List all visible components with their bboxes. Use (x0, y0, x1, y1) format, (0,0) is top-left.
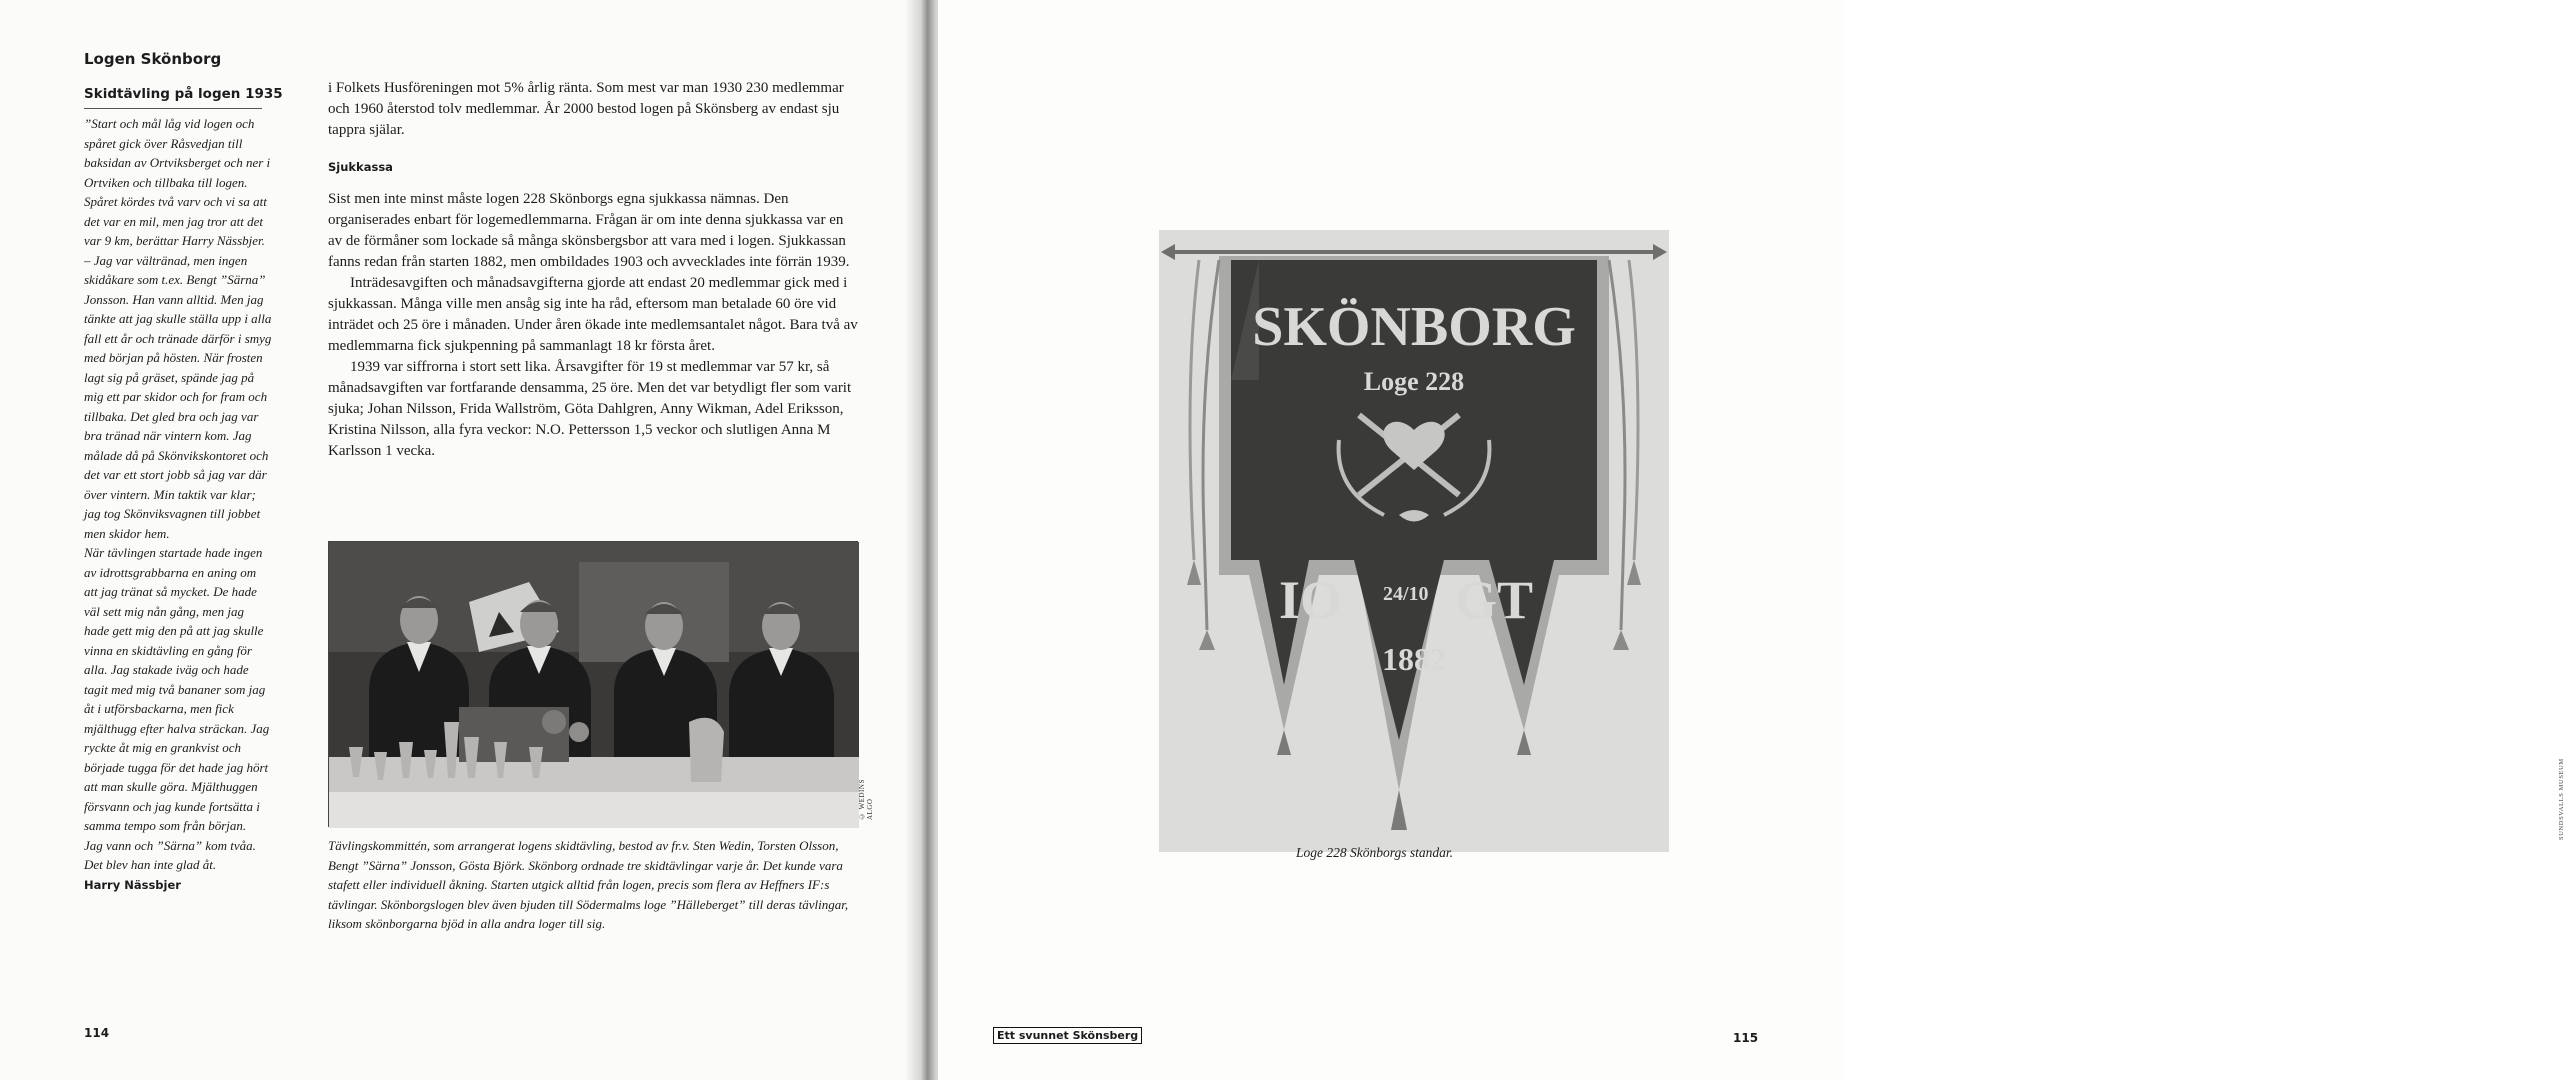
banner-loge-text: Loge 228 (1363, 367, 1465, 396)
banner-fraction-text: 24/10 (1383, 583, 1429, 605)
committee-photo (328, 541, 858, 827)
body-paragraph-2: Inträdesavgiften och månadsavgifterna gjorde att endast 20 medlemmar gick med i sjukkassan. Många ville men ansåg sig inte ha råd, eftersom man betalade 60 öre vid inträdet och 25 öre i månaden. Under åren ökade inte medlemsantalet något. Bara två av medlemmarna fick sjukpenning på sammanlagt 18 kr första året. (328, 275, 858, 354)
sidebar-paragraph-1: ”Start och mål låg vid logen och spåret gick över Råsvedjan till baksidan av Ortviksberget och ner i Ortviken och tillbaka till logen. Spåret kördes två varv och vi sa att det var en mil, men jag tror att det var 9 km, berättar Harry Nässbjer. (84, 116, 271, 248)
sidebar-rule (84, 108, 262, 109)
running-footer: Ett svunnet Skönsberg (993, 1027, 1142, 1044)
left-page (0, 0, 915, 1080)
banner-name-text: SKÖNBORG (1252, 296, 1576, 358)
section-title: Logen Skönborg (84, 50, 222, 68)
page-number-left: 114 (84, 1026, 110, 1040)
sidebar-paragraph-4: Jag vann och ”Särna” kom tvåa. Det blev han inte glad åt. (84, 837, 256, 872)
banner-year-text: 1882 (1382, 641, 1446, 677)
banner-image (1159, 230, 1669, 852)
body-paragraph-3: 1939 var siffrorna i stort sett lika. Årsavgifter för 19 st medlemmar var 57 kr, så månadsavgiften var fortfarande densamma, 25 öre. Men det var betydligt fler som varit sjuka; Johan Nilsson, Frida Wallström, Göta Dahlgren, Anny Wikman, Adel Eriksson, Kristina Nilsson, alla fyra veckor: N.O. Pettersson 1,5 veckor och slutligen Anna M Karlsson 1 vecka. (328, 359, 852, 459)
sidebar-paragraph-3: När tävlingen startade hade ingen av idrottsgrabbarna en aning om att jag tränat så mycket. De hade väl sett mig nån gång, men jag hade gett mig den på att jag skulle vinna en skidtävling en gång för alla. Jag stakade iväg och hade tagit med mig två bananer som jag åt i utförsbackarna, men fick mjälthugg efter halva sträckan. Jag ryckte åt mig en grankvist och började tugga för det hade jag hört att man skulle göra. Mjälthuggen försvann och jag kunde fortsätta i samma tempo som från början. (84, 545, 270, 833)
sidebar-heading: Skidtävling på logen 1935 (84, 86, 283, 102)
sidebar-signature: Harry Nässbjer (84, 877, 181, 892)
subheading-sjukkassa: Sjukkassa (328, 160, 393, 174)
body-text-top: i Folkets Husföreningen mot 5% årlig ränta. Som mest var man 1930 230 medlemmar och 1960 återstod tolv medlemmar. År 2000 bestod logen på Skönsberg av endast sju tappra själar. (328, 80, 844, 138)
body-text-main (328, 189, 858, 462)
banner-io-text: IO (1279, 570, 1343, 630)
page-number-right: 115 (1733, 1031, 1759, 1045)
photo-caption-left: Tävlingskommittén, som arrangerat logens skidtävling, bestod av fr.v. Sten Wedin, Torsten Olsson, Bengt ”Särna” Jonsson, Gösta Björk. Skönborg ordnade tre skidtävlingar varje år. Det kunde vara stafett eller individuell åkning. Starten utgick alltid från logen, precis som flera av Heffners IF:s tävlingar. Skönborgslogen blev även bjuden till Södermalms loge ”Hälleberget” till deras tävlingar, liksom skönborgarna bjöd in alla andra loger till sig. (328, 838, 849, 931)
sidebar-story (84, 114, 272, 895)
sidebar-paragraph-2: – Jag var vältränad, men ingen skidåkare som t.ex. Bengt ”Särna” Jonsson. Han vann alltid. Men jag tänkte att jag skulle ställa upp i alla fall ett år och tränade därför i smyg med början på hösten. När frosten lagt sig på gräset, spände jag på mig ett par skidor och for fram och tillbaka. Det gled bra och jag var bra tränad när vintern kom. Jag målade då på Skönvikskontoret och det var ett stort jobb så jag var där över vintern. Min taktik var klar; jag tog Skönviksvagnen till jobbet men skidor hem. (84, 252, 272, 541)
photo-caption-right: Loge 228 Skönborgs standar. (1296, 845, 1454, 860)
photo-credit-right: SUNDSVALLS MUSEUM (2558, 758, 2565, 840)
banner-photo (1159, 230, 1669, 852)
photo-credit-left: © WEDINS ALGO (858, 779, 874, 820)
right-page (938, 0, 2565, 1080)
banner-gt-text: GT (1455, 570, 1534, 630)
committee-photo-image (329, 542, 859, 828)
body-paragraph-1: Sist men inte minst måste logen 228 Skönborgs egna sjukkassa nämnas. Den organiserades enbart för logemedlemmarna. Frågan är om inte denna sjukkassa var en av de förmåner som lockade så många skönsbergsbor att vara med i logen. Sjukkassan fanns redan från starten 1882, men ombildades 1903 och avvecklades inte förrän 1939. (328, 191, 850, 270)
